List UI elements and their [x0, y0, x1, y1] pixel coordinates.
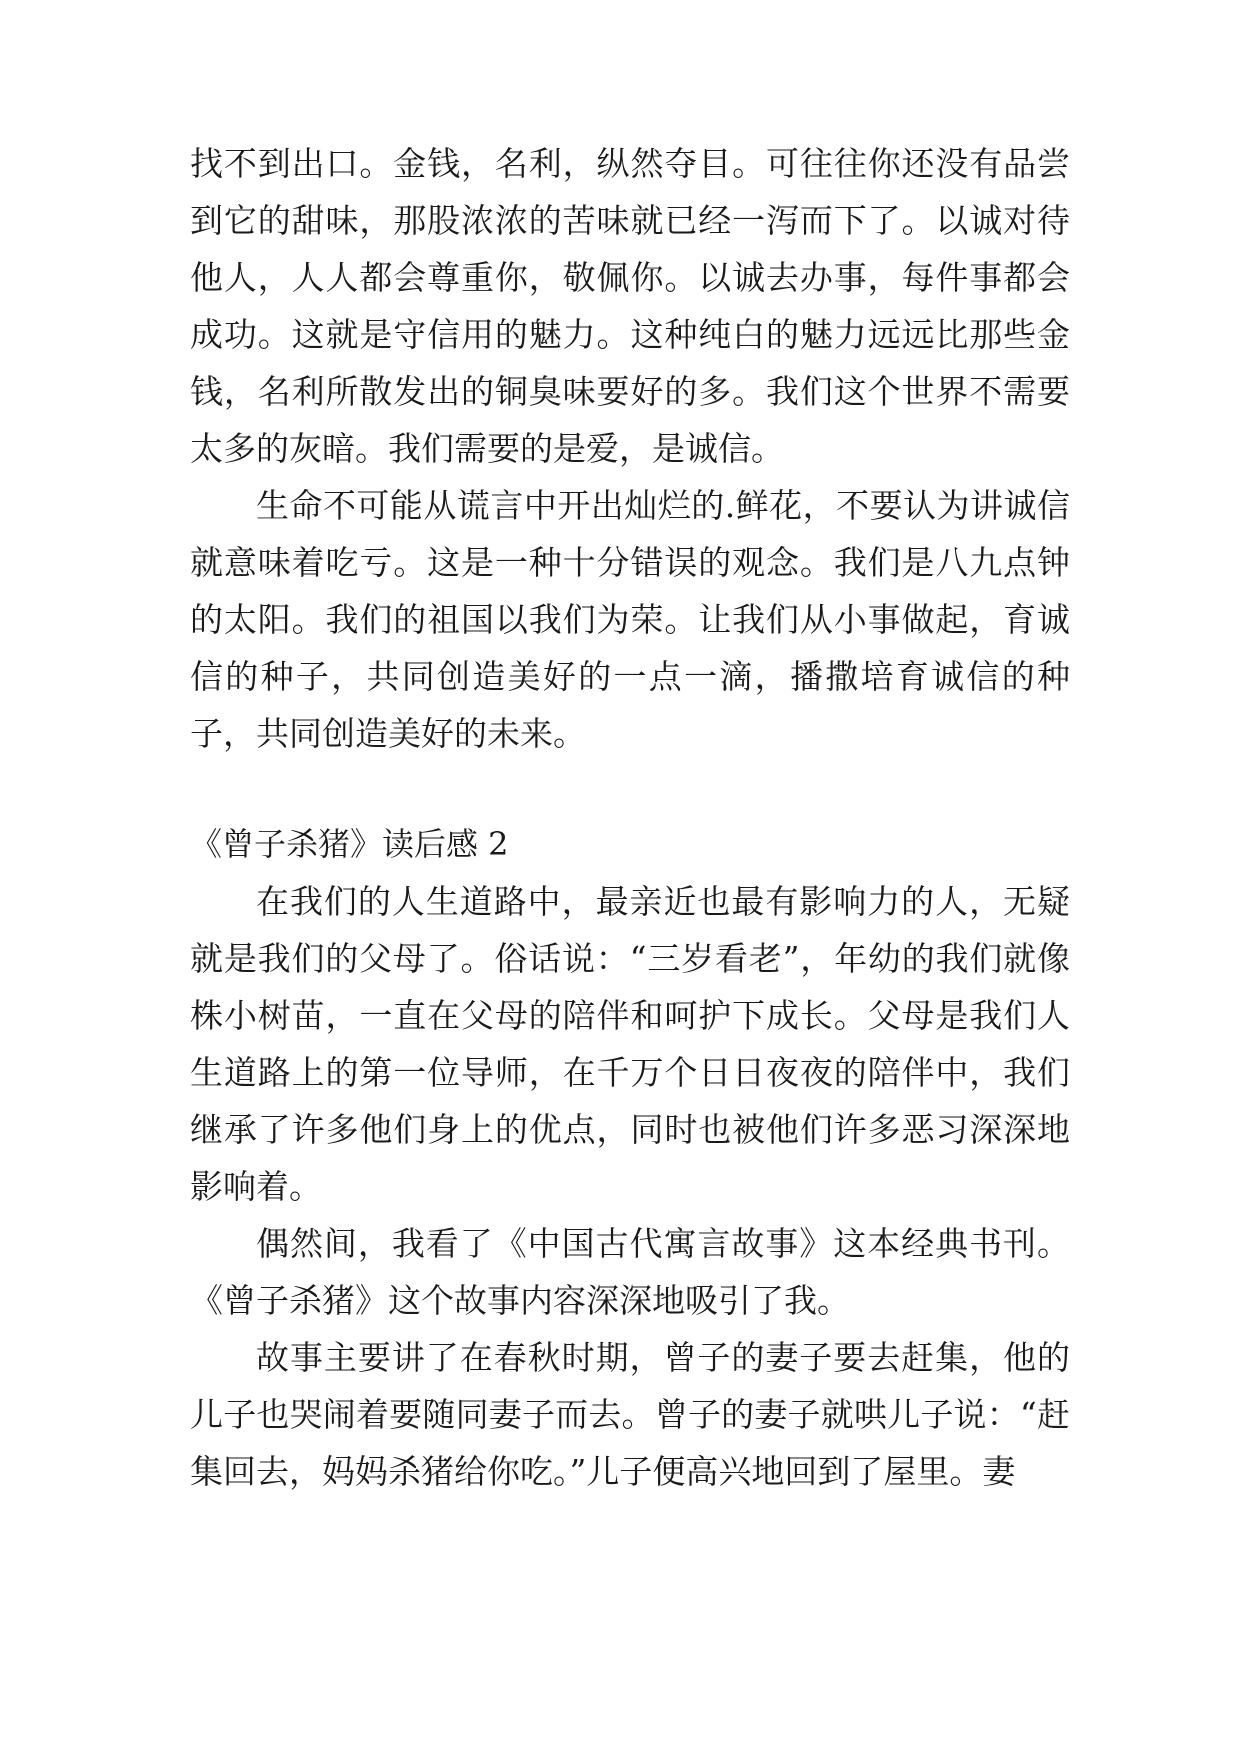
document-body [190, 135, 1070, 1500]
paragraph: 故事主要讲了在春秋时期，曾子的妻子要去赶集，他的儿子也哭闹着要随同妻子而去。曾子的妻子就哄儿子说：“赶集回去，妈妈杀猪给你吃。”儿子便高兴地回到了屋里。妻 [190, 1338, 1070, 1491]
paragraph: 生命不可能从谎言中开出灿烂的.鲜花，不要认为讲诚信就意味着吃亏。这是一种十分错误的观念。我们是八九点钟的太阳。我们的祖国以我们为荣。让我们从小事做起，育诚信的种子，共同创造美好的一点一滴，播撒培育诚信的种子，共同创造美好的未来。 [190, 486, 1070, 753]
paragraph-continued: 找不到出口。金钱，名利，纵然夺目。可往往你还没有品尝到它的甜味，那股浓浓的苦味就已经一泻而下了。以诚对待他人，人人都会尊重你，敬佩你。以诚去办事，每件事都会成功。这就是守信用的魅力。这种纯白的魅力远远比那些金钱，名利所散发出的铜臭味要好的多。我们这个世界不需要太多的灰暗。我们需要的是爱，是诚信。 [190, 144, 1070, 468]
section-title: 《曾子杀猪》读后感 2 [190, 825, 509, 863]
paragraph: 偶然间，我看了《中国古代寓言故事》这本经典书刊。《曾子杀猪》这个故事内容深深地吸引了我。 [190, 1224, 1070, 1320]
paragraph: 在我们的人生道路中，最亲近也最有影响力的人，无疑就是我们的父母了。俗话说：“三岁看老”，年幼的我们就像株小树苗，一直在父母的陪伴和呵护下成长。父母是我们人生道路上的第一位导师，在千万个日日夜夜的陪伴中，我们继承了许多他们身上的优点，同时也被他们许多恶习深深地影响着。 [190, 882, 1070, 1206]
